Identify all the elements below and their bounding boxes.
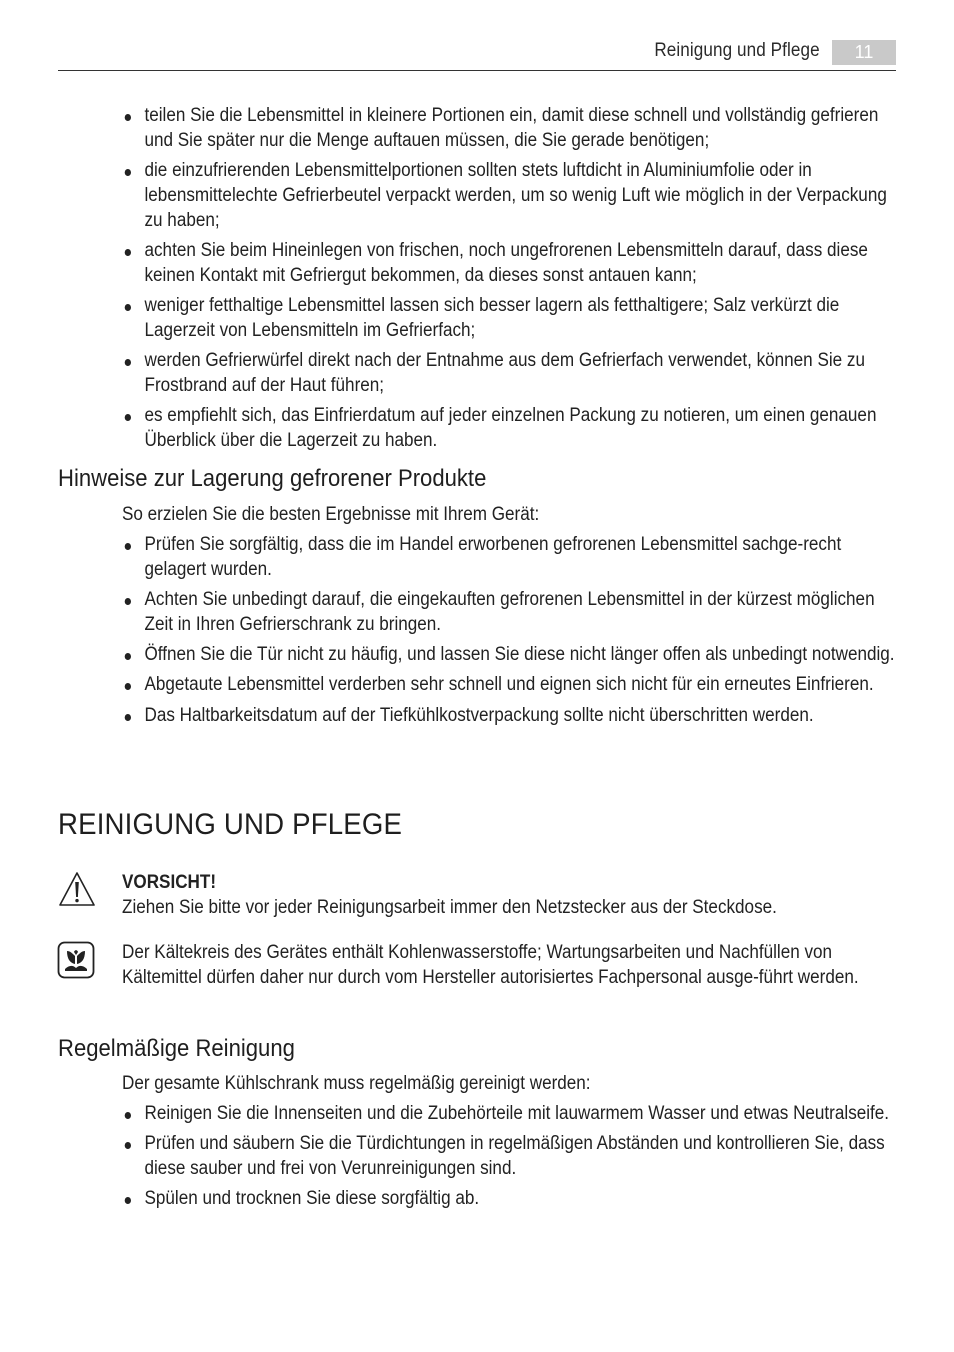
regular-cleaning-list	[122, 1102, 896, 1218]
regular-cleaning-heading: Regelmäßige Reinigung	[58, 1035, 295, 1062]
storage-intro: So erzielen Sie die besten Ergebnisse mit Ihrem Gerät:	[122, 504, 540, 525]
bullet-icon	[125, 598, 131, 605]
regular-cleaning-intro: Der gesamte Kühlschrank muss regelmäßig gereinigt werden:	[122, 1073, 591, 1094]
list-item: weniger fetthaltige Lebensmittel lassen sich besser lagern als fetthaltigere; Salz verkürzt die Lagerzeit von Lebensmitteln im Gefrierfach;	[122, 294, 896, 344]
list-item: die einzufrierenden Lebensmittelportionen sollten stets luftdicht in Aluminiumfolie oder in lebensmittelechte Gefrierbeutel verpackt werden, um so wenig Luft wie möglich in der Verpackung zu haben;	[122, 159, 896, 233]
list-item: achten Sie beim Hineinlegen von frischen, noch ungefrorenen Lebensmitteln darauf, dass diese keinen Kontakt mit Gefriergut bekommen, da dieses sonst antauen kann;	[122, 239, 896, 289]
warning-text: Ziehen Sie bitte vor jeder Reinigungsarbeit immer den Netzstecker aus der Steckdose.	[122, 896, 777, 918]
bullet-icon	[125, 653, 131, 660]
header-title: Reinigung und Pflege	[654, 40, 820, 61]
bullet-icon	[125, 543, 131, 550]
warning-title: VORSICHT!	[122, 872, 217, 893]
list-item: Prüfen und säubern Sie die Türdichtungen in regelmäßigen Abständen und kontrollieren Sie, dass diese sauber und frei von Verunreinigungen sind.	[122, 1132, 896, 1182]
bullet-icon	[125, 114, 131, 121]
bullet-icon	[125, 1142, 131, 1149]
list-item: werden Gefrierwürfel direkt nach der Entnahme aus dem Gefrierfach verwendet, können Sie zu Frostbrand auf der Haut führen;	[122, 349, 896, 399]
bullet-icon	[125, 714, 131, 721]
list-item: Reinigen Sie die Innenseiten und die Zubehörteile mit lauwarmem Wasser und etwas Neutralseife.	[122, 1102, 896, 1127]
list-item: es empfiehlt sich, das Einfrierdatum auf jeder einzelnen Packung zu notieren, um einen genauen Überblick über die Lagerzeit zu haben.	[122, 404, 896, 454]
bullet-icon	[125, 683, 131, 690]
section-title: REINIGUNG UND PFLEGE	[58, 808, 403, 841]
list-item: teilen Sie die Lebensmittel in kleinere Portionen ein, damit diese schnell und vollständig gefrieren und Sie später nur die Menge auftauen müssen, die Sie gerade benötigen;	[122, 104, 896, 154]
environment-note: Der Kältekreis des Gerätes enthält Kohlenwasserstoffe; Wartungsarbeiten und Nachfüllen von Kältemittel dürfen daher nur durch vom Hersteller autorisiertes Fachpersonal ausge-führt werden.	[122, 942, 859, 988]
list-item: Das Haltbarkeitsdatum auf der Tiefkühlkostverpackung sollte nicht überschritten werden.	[122, 704, 896, 729]
list-item: Spülen und trocknen Sie diese sorgfältig ab.	[122, 1187, 896, 1212]
header-rule	[58, 70, 896, 71]
bullet-icon	[125, 359, 131, 366]
storage-tips-list	[122, 533, 896, 734]
freezing-tips-list	[122, 104, 896, 459]
storage-heading: Hinweise zur Lagerung gefrorener Produkte	[58, 465, 487, 492]
warning-block	[122, 871, 842, 921]
bullet-icon	[125, 1197, 131, 1204]
warning-triangle-icon	[57, 870, 97, 913]
list-item: Achten Sie unbedingt darauf, die eingekauften gefrorenen Lebensmittel in der kürzest möglichen Zeit in Ihren Gefrierschrank zu bringen.	[122, 588, 896, 638]
list-item: Abgetaute Lebensmittel verderben sehr schnell und eignen sich nicht für ein erneutes Einfrieren.	[122, 673, 896, 698]
running-header	[58, 38, 896, 70]
page-number: 11	[832, 40, 896, 65]
list-item: Öffnen Sie die Tür nicht zu häufig, und lassen Sie diese nicht länger offen als unbedingt notwendig.	[122, 643, 896, 668]
bullet-icon	[125, 249, 131, 256]
bullet-icon	[125, 1112, 131, 1119]
environment-plant-icon	[57, 941, 95, 984]
bullet-icon	[125, 304, 131, 311]
bullet-icon	[125, 169, 131, 176]
list-item: Prüfen Sie sorgfältig, dass die im Handel erworbenen gefrorenen Lebensmittel sachge-recht gelagert wurden.	[122, 533, 896, 583]
bullet-icon	[125, 414, 131, 421]
